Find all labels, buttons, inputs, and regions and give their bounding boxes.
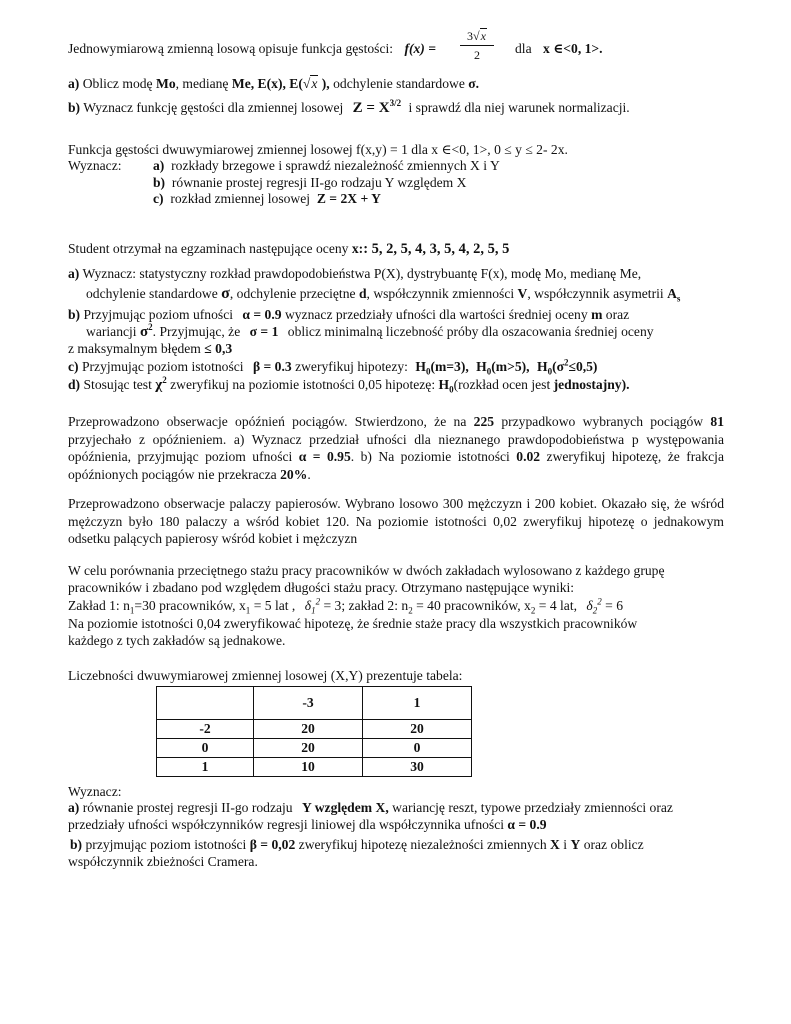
p3-b-text6: oblicz minimalną liczebność próby dla oszacowania średniej oceny xyxy=(287,324,654,339)
table-row xyxy=(157,758,472,777)
p2-line1: Funkcja gęstości dwuwymiarowej zmiennej losowej f(x,y) = 1 dla x ∈<0, 1>, 0 ≤ y ≤ 2- 2x. xyxy=(68,142,568,157)
p3-a-text4: , współczynnik zmienności xyxy=(366,286,515,301)
p1-a-sigma: σ. xyxy=(468,76,480,91)
p3-c-h1-sub: 0 xyxy=(425,366,431,377)
p4-paragraph xyxy=(68,413,724,483)
p3-b-text7: z maksymalnym błędem xyxy=(68,341,201,356)
p1-part-a: a) Oblicz modę Mo, medianę Me, E(x), E(√x ), odchylenie standardowe σ. xyxy=(68,76,480,91)
p7-b-y: Y xyxy=(570,837,581,852)
p4-alpha: α = 0.95 xyxy=(298,449,351,464)
p1-density-fraction: $\frac{3√x}{2}$ xyxy=(460,29,494,63)
p3-b-line1 xyxy=(68,307,629,323)
p3-c-beta: β = 0.3 xyxy=(252,359,292,374)
p3-c-h2-rest: (m>5), xyxy=(491,359,530,374)
p3-a-sigma: σ xyxy=(221,285,230,302)
p3-d-chi xyxy=(155,377,166,393)
p7-b-beta: β = 0,02 xyxy=(249,837,296,852)
p3-d-h xyxy=(438,377,454,395)
p6-delta1-base: δ xyxy=(304,598,312,613)
p3-b-sigma2 xyxy=(140,324,153,340)
p3-c-h3-end: ≤0,5) xyxy=(568,359,598,374)
p7-a-line1 xyxy=(68,800,673,816)
p3-b-err: ≤ 0,3 xyxy=(204,341,233,356)
p1-intro-line xyxy=(68,41,436,57)
p3-b-label: b) xyxy=(68,307,81,322)
p7-a-yx: Y względem X, xyxy=(302,800,389,815)
p3-d-text1: Stosując test xyxy=(83,377,152,392)
p2-wyznacz-label: Wyznacz: xyxy=(68,158,122,173)
p2-b xyxy=(153,175,466,191)
p3-a-as-sub: s xyxy=(676,293,681,304)
table-header-cell: -3 xyxy=(254,687,363,720)
table-cell: 0 xyxy=(363,739,472,758)
p3-c-label: c) xyxy=(68,359,79,374)
p3-b-sigma2-sup: 2 xyxy=(148,322,153,332)
p1-b-label: b) xyxy=(68,100,81,115)
p1-domain-set: x ∈<0, 1>. xyxy=(543,41,603,56)
p3-b-text5: . Przyjmując, że xyxy=(152,324,241,339)
p4-pct: 20% xyxy=(280,466,308,482)
table-cell: 20 xyxy=(363,720,472,739)
p3-a-line1 xyxy=(68,266,641,282)
p1-a-me: Me xyxy=(231,76,251,91)
p6-z2: ; zakład 2: n xyxy=(341,598,409,613)
p7-b-text2: zweryfikuj hipotezę niezależności zmiennych xyxy=(298,837,547,852)
p3-a-text2: odchylenie standardowe xyxy=(86,286,218,301)
p3-intro-text: Student otrzymał na egzaminach następujące oceny xyxy=(68,241,349,256)
p1-part-b xyxy=(68,100,630,116)
p1-a-close: ), xyxy=(321,76,330,91)
frequency-table xyxy=(156,686,472,777)
p6-delta2 xyxy=(586,596,602,616)
p6-delta1-sub: 1 xyxy=(311,605,316,616)
p3-b-sigma2-base: σ xyxy=(139,324,149,340)
p6-z1-sub2: 1 xyxy=(245,605,251,616)
p4-n225: 225 xyxy=(473,414,495,429)
p7-a-label: a) xyxy=(68,800,80,815)
table-row xyxy=(157,720,472,739)
p1-a-radicand: x xyxy=(311,76,318,91)
p7-a-alpha: α = 0.9 xyxy=(507,817,547,832)
p3-b-text1: Przyjmując poziom ufności xyxy=(83,307,233,322)
p7-b-line1 xyxy=(70,837,644,853)
p2-c-text: rozkład zmiennej losowej xyxy=(170,191,311,206)
p3-d-chi-base: χ xyxy=(155,377,163,393)
p3-d-text3: (rozkład ocen jest xyxy=(453,377,551,392)
p1-a-text1: Oblicz modę xyxy=(82,76,153,91)
p3-a-text5: , współczynnik asymetrii xyxy=(527,286,664,301)
p3-d-text2: zweryfikuj na poziomie istotności 0,05 hipotezę: xyxy=(170,377,436,392)
p3-grades: : 5, 2, 5, 4, 3, 5, 4, 2, 5, 5 xyxy=(363,241,510,257)
p7-b-text3: oraz oblicz xyxy=(583,837,644,852)
p6-delta1-val: = 3 xyxy=(323,598,342,613)
p3-a-d: d xyxy=(358,286,367,301)
p3-b-line2 xyxy=(86,324,654,340)
p1-domain xyxy=(515,41,603,57)
table-cell: 10 xyxy=(254,758,363,777)
p3-c-h2-base: H xyxy=(476,359,487,374)
p3-b-line3 xyxy=(68,341,232,357)
p6-delta2-sup: 2 xyxy=(597,596,602,607)
p3-c-h1-base: H xyxy=(415,359,426,374)
p6-delta1 xyxy=(304,596,321,616)
p7-a-text3: przedziały ufności współczynników regresji liniowej dla współczynnika ufności xyxy=(68,817,505,832)
p4-text-c: przyjechało z opóźnieniem. a) Wyznacz przedział ufności dla nieznanego prawdopodobieństwa p występowania opóźnienia, przyjmując poziom ufności xyxy=(68,431,724,464)
p3-c-h1 xyxy=(415,359,469,377)
p3-c-h3-base: H xyxy=(536,359,548,374)
p2-c xyxy=(153,191,381,207)
p7-a-text1: równanie prostej regresji II-go rodzaju xyxy=(82,800,293,815)
p3-c-text1: Przyjmując poziom istotności xyxy=(81,359,244,374)
table-header-row xyxy=(157,687,472,720)
p1-a-text2: , medianę xyxy=(175,76,229,91)
p4-text-d: . b) Na poziomie istotności xyxy=(350,449,510,464)
table-row xyxy=(157,739,472,758)
p6-line1: W celu porównania przeciętnego stażu pracy pracowników w dwóch zakładach wylosowano z każdego grupę xyxy=(68,563,665,578)
p3-a-text1: Wyznacz: statystyczny rozkład prawdopodobieństwa P(X), dystrybuantę F(x), modę Mo, medianę Me, xyxy=(82,266,642,281)
p4-sig: 0.02 xyxy=(516,449,541,464)
p7-wyznacz: Wyznacz: xyxy=(68,784,122,799)
p1-a-label: a) xyxy=(68,76,80,91)
p4-n81: 81 xyxy=(710,414,724,429)
p7-b-text1: przyjmując poziom istotności xyxy=(85,837,247,852)
p1-fx: f(x) = xyxy=(404,41,436,56)
p2-a-text: rozkłady brzegowe i sprawdź niezależność zmiennych X i Y xyxy=(171,158,500,173)
p3-b-sigma1: σ = 1 xyxy=(249,324,279,339)
p3-a-v: V xyxy=(517,286,528,301)
p1-frac-radicand: x xyxy=(480,29,486,43)
p6-delta1-sup: 2 xyxy=(315,596,321,607)
p3-b-text4: wariancji xyxy=(86,324,137,339)
p1-domain-label: dla xyxy=(515,41,532,56)
p4-text-a: Przeprowadzono obserwacje opóźnień pociągów. Stwierdzono, że na xyxy=(68,414,467,429)
p4-text-b: przypadkowo wybranych pociągów xyxy=(501,414,704,429)
p2-c-z: Z = 2X + Y xyxy=(316,191,381,206)
p3-d-uniform: jednostajny). xyxy=(553,377,630,392)
p1-frac-den: 2 xyxy=(474,48,480,62)
p1-b-text1: Wyznacz funkcję gęstości dla zmiennej losowej xyxy=(83,100,344,115)
p3-c-h1-rest: (m=3), xyxy=(430,359,469,374)
p6-z2-c: = 4 lat, xyxy=(538,598,578,613)
table-row-header: 0 xyxy=(157,739,254,758)
p1-a-text4: odchylenie standardowe xyxy=(333,76,465,91)
p3-intro-x: x: xyxy=(351,241,364,256)
p2-b-text: równanie prostej regresji II-go rodzaju Y względem X xyxy=(171,175,467,190)
p6-line2: pracowników i zbadano pod względem długości stażu pracy. Otrzymano następujące wyniki: xyxy=(68,580,575,595)
p3-b-m: m xyxy=(591,307,603,322)
table-row-header: 1 xyxy=(157,758,254,777)
p6-line3 xyxy=(68,598,623,614)
p3-d xyxy=(68,377,630,393)
table-cell: 20 xyxy=(254,720,363,739)
p6-z1: Zakład 1: n xyxy=(68,598,130,613)
p3-d-h-base: H xyxy=(438,377,450,392)
p1-b-text2: i sprawdź dla niej warunek normalizacji. xyxy=(408,100,630,115)
p6-z2-sub: 2 xyxy=(408,605,413,616)
p1-a-ex: , E(x), E( xyxy=(250,76,303,91)
p6-z1-c: = 5 lat , xyxy=(253,598,296,613)
p3-c-h3-sub: 0 xyxy=(547,366,553,377)
p2-wyznacz xyxy=(68,158,122,174)
p3-a-text3: , odchylenie przeciętne xyxy=(229,286,356,301)
p6-z1-sub: 1 xyxy=(129,605,135,616)
p3-b-text2: wyznacz przedziały ufności dla wartości średniej oceny xyxy=(284,307,588,322)
p3-a-label: a) xyxy=(68,266,80,281)
p3-c-h2-sub: 0 xyxy=(486,366,492,377)
p5-paragraph: Przeprowadzono obserwacje palaczy papierosów. Wybrano losowo 300 mężczyzn i 200 kobiet. Okazało się, że wśród mężczyzn było 180 palaczy a wśród kobiet 120. Na poziomie istotności 0,02 zweryfikuj hipotezę o jednakowym odsetku palących papierosy wśród kobiet i mężczyzn xyxy=(68,496,724,546)
p6-delta2-base: δ xyxy=(586,598,593,613)
p2-a xyxy=(153,158,500,174)
table-cell: 20 xyxy=(254,739,363,758)
p7-intro: Liczebności dwuwymiarowej zmiennej losowej (X,Y) prezentuje tabela: xyxy=(68,668,463,683)
p3-c-h3 xyxy=(536,357,598,377)
p3-b-text3: oraz xyxy=(605,307,630,322)
p6-line5: każdego z tych zakładów są jednakowe. xyxy=(68,633,286,648)
p3-c-text2: zweryfikuj hipotezy: xyxy=(295,359,408,374)
p3-a-as-base: A xyxy=(667,286,677,301)
table-header-cell: 1 xyxy=(363,687,472,720)
p2-a-label: a) xyxy=(153,158,165,173)
p3-d-h-sub: 0 xyxy=(449,384,454,395)
p6-z2-sub2: 2 xyxy=(530,605,536,616)
p1-b-z-base: Z = X xyxy=(352,100,390,116)
p3-c-h3-rest: (σ xyxy=(552,359,564,374)
p6-line4: Na poziomie istotności 0,04 zweryfikować hipotezę, że średnie staże pracy dla wszystkich pracowników xyxy=(68,616,638,631)
p6-delta2-val: = 6 xyxy=(605,598,624,613)
p1-b-z xyxy=(353,100,401,116)
p6-z1-b: =30 pracowników, x xyxy=(134,598,246,613)
p7-b-i: i xyxy=(563,837,568,852)
p7-b-label: b) xyxy=(70,837,83,852)
p2-b-label: b) xyxy=(153,175,166,190)
p3-d-label: d) xyxy=(68,377,81,392)
p7-a-line2 xyxy=(68,817,547,833)
p3-intro xyxy=(68,241,509,257)
p3-c-h3-sup: 2 xyxy=(563,357,569,368)
p2-c-label: c) xyxy=(153,191,164,206)
p7-b-line2: współczynnik zbieżności Cramera. xyxy=(68,854,258,869)
p3-b-alpha: α = 0.9 xyxy=(242,307,282,322)
p6-delta2-sub: 2 xyxy=(592,605,598,616)
p4-text-e: zweryfikuj hipotezę, że frakcja opóźnionych pociągów nie przekracza xyxy=(68,449,724,482)
p3-a-line2 xyxy=(86,286,680,302)
p7-b-x: X xyxy=(550,837,560,852)
p3-c-h2 xyxy=(476,359,530,377)
p1-a-mo: Mo xyxy=(155,76,176,91)
table-row-header: -2 xyxy=(157,720,254,739)
p6-z2-b: = 40 pracowników, x xyxy=(416,598,531,613)
p3-a-as xyxy=(667,286,681,304)
p3-c xyxy=(68,359,597,375)
p1-frac-coef: 3 xyxy=(467,29,474,43)
p4-text-f: . xyxy=(307,466,311,482)
table-cell: 30 xyxy=(363,758,472,777)
table-corner-cell xyxy=(157,687,254,720)
p1-intro: Jednowymiarową zmienną losową opisuje funkcja gęstości: xyxy=(68,41,394,56)
p3-d-chi-sup: 2 xyxy=(162,375,167,385)
p1-b-exp: 3/2 xyxy=(389,98,402,108)
p7-a-text2: wariancję reszt, typowe przedziały zmienności oraz xyxy=(392,800,673,815)
